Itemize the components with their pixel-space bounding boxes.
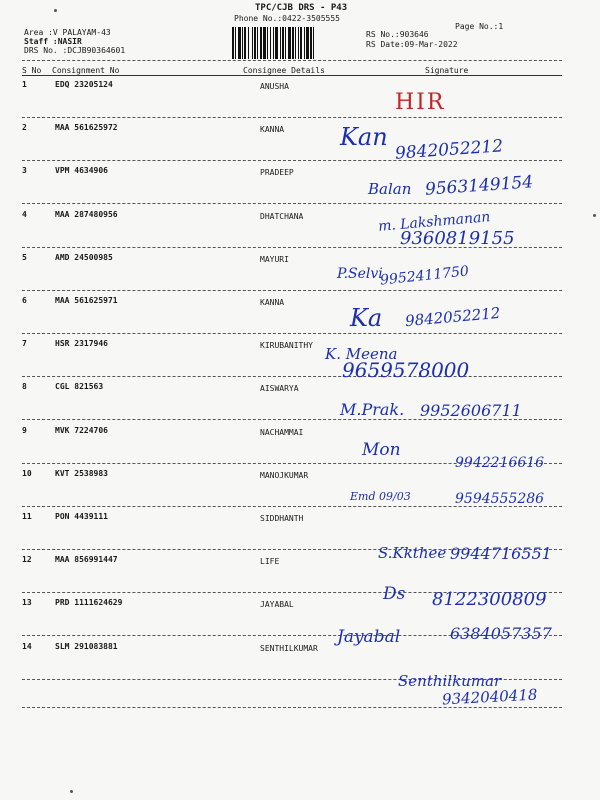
staff-label: Staff :NASIR xyxy=(24,37,82,46)
row-sno: 3 xyxy=(22,166,27,176)
speck-mark xyxy=(70,790,73,793)
barcode-bar xyxy=(263,27,266,59)
row-sno: 7 xyxy=(22,339,27,349)
row-consignee-name: JAYABAL xyxy=(260,600,294,610)
barcode-bar xyxy=(257,27,258,59)
row-consignee-name: PRADEEP xyxy=(260,168,294,178)
row-consignee-name: KANNA xyxy=(260,125,285,135)
row-divider xyxy=(22,160,562,161)
row-consignee-name: KANNA xyxy=(260,298,285,307)
signature-7-name: K. Meena xyxy=(325,345,398,363)
row-sno: 13 xyxy=(22,598,32,608)
row-consignment-no: AMD 24500985 xyxy=(55,252,113,262)
row-consignee-name: ANUSHA xyxy=(260,82,289,91)
row-consignee-name: SIDDHANTH xyxy=(260,514,304,523)
speck-mark xyxy=(54,9,57,12)
row-sno: 12 xyxy=(22,555,32,565)
row-consignment-no: VPM 4634906 xyxy=(55,166,108,176)
barcode-bar xyxy=(313,27,314,59)
row-consignment-no: MVK 7224706 xyxy=(55,425,108,435)
phone-number: Phone No.:0422-3505555 xyxy=(234,14,340,23)
col-consignment: Consignment No xyxy=(52,66,120,75)
row-sno: 10 xyxy=(22,468,32,478)
barcode-bar xyxy=(280,27,281,59)
barcode-bar xyxy=(270,27,271,59)
barcode-bar xyxy=(242,27,243,59)
area-label: Area :V PALAYAM-43 xyxy=(24,28,111,37)
row-consignment-no: MAA 856991447 xyxy=(55,555,118,565)
signature-14-phone: 9342040418 xyxy=(441,685,538,709)
row-consignment-no: CGL 821563 xyxy=(55,382,104,392)
row-consignee-name: LIFE xyxy=(260,557,280,567)
signature-14-name: Senthilkumar xyxy=(398,672,502,690)
row-sno: 9 xyxy=(22,425,27,435)
signature-9-phone: 9942216616 xyxy=(455,455,545,471)
page-number: Page No.:1 xyxy=(455,22,504,31)
row-sno: 6 xyxy=(22,296,27,305)
row-consignee-name: AISWARYA xyxy=(260,384,299,394)
barcode-bar xyxy=(275,27,278,59)
row-divider xyxy=(22,117,562,118)
row-consignee-name: KIRUBANITHY xyxy=(260,341,313,351)
rs-date: RS Date:09-Mar-2022 xyxy=(366,40,458,49)
signature-1: HIR xyxy=(395,90,446,115)
barcode-bar xyxy=(232,27,234,59)
barcode-bar xyxy=(260,27,262,59)
barcode-bar xyxy=(304,27,305,59)
row-sno: 5 xyxy=(22,252,27,262)
row-sno: 8 xyxy=(22,382,27,392)
signature-4-phone: 9360819155 xyxy=(400,228,515,249)
header-divider xyxy=(22,60,562,61)
barcode-bar xyxy=(300,27,302,59)
signature-9-name: Mon xyxy=(362,440,401,460)
col-consignee: Consignee Details xyxy=(243,66,325,75)
barcode-bar xyxy=(306,27,309,59)
barcode-bar xyxy=(248,27,249,59)
row-consignee-name: DHATCHANA xyxy=(260,211,304,221)
signature-11-phone: 9944716551 xyxy=(450,544,552,563)
row-sno: 1 xyxy=(22,80,27,89)
row-consignment-no: MAA 561625972 xyxy=(55,123,118,133)
row-divider xyxy=(22,376,562,377)
signature-4-name: m. Lakshmanan xyxy=(377,209,491,235)
signature-10-phone: 9594555286 xyxy=(455,491,545,507)
barcode-bar xyxy=(273,27,274,59)
row-sno: 4 xyxy=(22,209,27,219)
row-consignee-name: NACHAMMAI xyxy=(260,427,304,437)
signature-6-name: Ka xyxy=(350,304,383,332)
signature-5-name: P.Selvi xyxy=(337,266,383,282)
row-sno: 14 xyxy=(22,641,32,651)
signature-12-phone: 8122300809 xyxy=(432,589,547,610)
barcode-bar xyxy=(310,27,312,59)
row-consignee-name: MAYURI xyxy=(260,254,289,264)
column-header-divider xyxy=(22,75,562,76)
signature-13-name: Jayabal xyxy=(337,627,401,647)
barcode-bar xyxy=(298,27,299,59)
row-consignment-no: MAA 287480956 xyxy=(55,209,118,219)
barcode-bar xyxy=(282,27,284,59)
row-divider xyxy=(22,203,562,204)
signature-2-phone: 9842052212 xyxy=(394,136,504,164)
signature-8-name: M.Prak. xyxy=(340,400,405,419)
rs-number: RS No.:903646 xyxy=(366,30,429,39)
row-consignment-no: SLM 291083881 xyxy=(55,641,118,651)
signature-10-name: Emd 09/03 xyxy=(350,490,411,503)
signature-3-phone: 9563149154 xyxy=(424,172,534,200)
signature-6-phone: 9842052212 xyxy=(404,303,502,331)
row-consignment-no: PRD 1111624629 xyxy=(55,598,123,608)
signature-12-name: Ds xyxy=(383,584,406,604)
row-divider xyxy=(22,290,562,291)
signature-7-phone: 9659578000 xyxy=(342,358,470,382)
row-sno: 11 xyxy=(22,512,32,521)
barcode-bar xyxy=(295,27,296,59)
signature-11-name: S.Kkthee xyxy=(378,544,447,562)
barcode-bar xyxy=(252,27,253,59)
sheet-title: TPC/CJB DRS - P43 xyxy=(255,3,348,13)
barcode-bar xyxy=(292,27,294,59)
signature-2-name: Kan xyxy=(340,123,388,151)
signature-8-phone: 9952606711 xyxy=(420,401,522,420)
barcode-image xyxy=(232,27,352,59)
drs-number: DRS No. :DCJB90364601 xyxy=(24,46,126,55)
barcode-bar xyxy=(285,27,286,59)
footer-divider xyxy=(22,707,562,708)
row-consignment-no: MAA 561625971 xyxy=(55,296,118,305)
barcode-bar xyxy=(235,27,236,59)
signature-3-name: Balan xyxy=(368,180,412,198)
col-sno: S No xyxy=(22,66,42,75)
signature-13-phone: 6384057357 xyxy=(450,624,552,643)
row-consignment-no: EDQ 23205124 xyxy=(55,80,113,89)
row-consignee-name: MANOJKUMAR xyxy=(260,470,309,480)
row-sno: 2 xyxy=(22,123,27,133)
row-consignment-no: PON 4439111 xyxy=(55,512,108,521)
row-consignment-no: KVT 2538983 xyxy=(55,468,108,478)
barcode-bar xyxy=(288,27,291,59)
barcode-bar xyxy=(238,27,241,59)
signature-5-phone: 9952411750 xyxy=(379,263,470,289)
row-consignment-no: HSR 2317946 xyxy=(55,339,108,349)
row-consignee-name: SENTHILKUMAR xyxy=(260,643,318,653)
barcode-bar xyxy=(267,27,268,59)
row-divider xyxy=(22,333,562,334)
col-signature: Signature xyxy=(425,66,469,75)
barcode-bar xyxy=(254,27,256,59)
barcode-bar xyxy=(244,27,246,59)
